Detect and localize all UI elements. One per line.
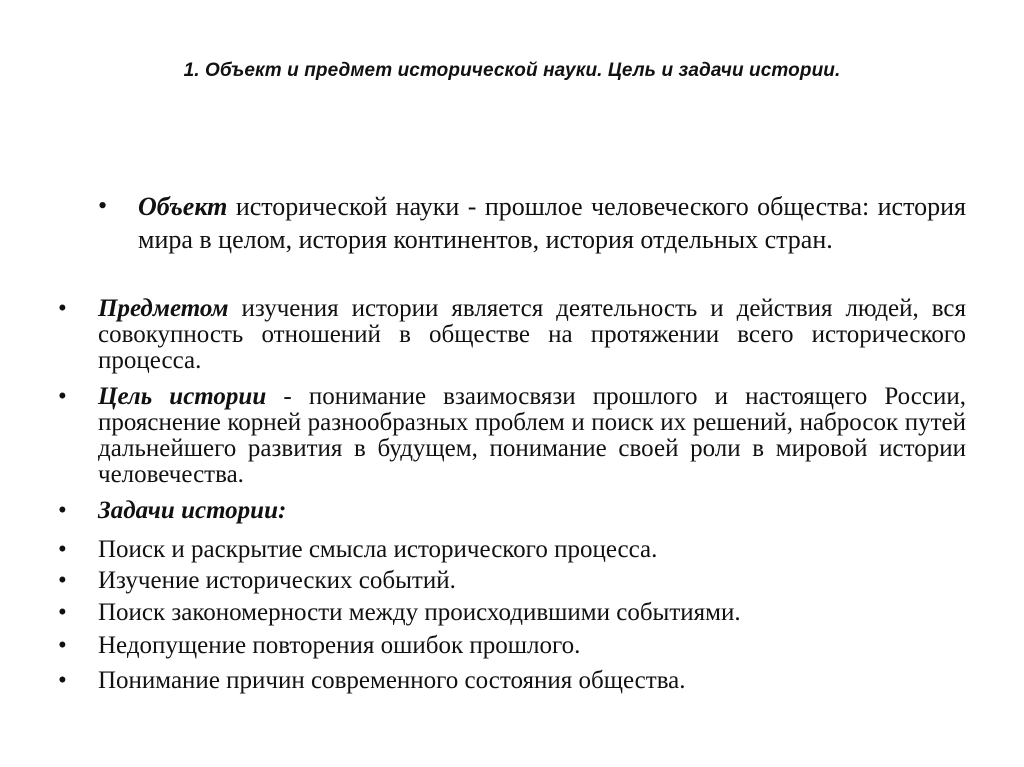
bullet-dot: • [98,191,108,220]
bullet-dot: • [58,599,67,626]
bullet-text [98,497,966,525]
bullet-dot: • [58,567,67,594]
bullet-emphasis: Объект [138,192,228,221]
bullet-goal [58,384,966,488]
bullet-dot: • [58,667,67,694]
bullet-task-1 [58,536,966,564]
bullet-dot: • [58,295,67,322]
bullet-dot: • [58,497,67,524]
bullet-object [98,190,966,256]
bullet-text: Поиск и раскрытие смысла исторического процесса. [98,536,658,563]
bullet-dot: • [58,383,67,410]
bullet-text: Недопущение повторения ошибок прошлого. [98,632,581,659]
bullet-emphasis: Задачи истории: [98,497,287,524]
bullet-task-4 [58,632,966,660]
bullet-tasks-heading [58,497,966,525]
bullet-text: Изучение исторических событий. [98,567,456,594]
bullet-body: исторической науки - прошлое человеческого общества: история мира в целом, история континентов, история отдельных стран. [138,192,966,254]
bullet-dot: • [58,536,67,563]
bullet-body: изучения истории является деятельность и действия людей, вся совокупность отношений в обществе на протяжении всего исторического процесса. [98,295,966,374]
bullet-text [98,384,966,488]
bullet-dot: • [58,632,67,659]
bullet-text [138,190,966,256]
bullet-emphasis: Предметом [98,295,229,322]
bullet-body: - понимание взаимосвязи прошлого и настоящего России, прояснение корней разнообразных проблем и поиск их решений, набросок путей дальнейшего развития в будущем, понимание своей роли в мировой истории человечества. [98,383,966,488]
bullet-emphasis: Цель истории [98,383,267,410]
bullet-task-3 [58,599,966,627]
bullet-text: Понимание причин современного состояния общества. [98,667,686,694]
slide-title: 1. Объект и предмет исторической науки. Цель и задачи истории. [183,60,841,81]
bullet-text [98,296,966,374]
bullet-text: Поиск закономерности между происходившими событиями. [98,599,741,626]
bullet-task-5 [58,667,966,695]
bullet-subject [58,296,966,374]
bullet-task-2 [58,567,966,595]
